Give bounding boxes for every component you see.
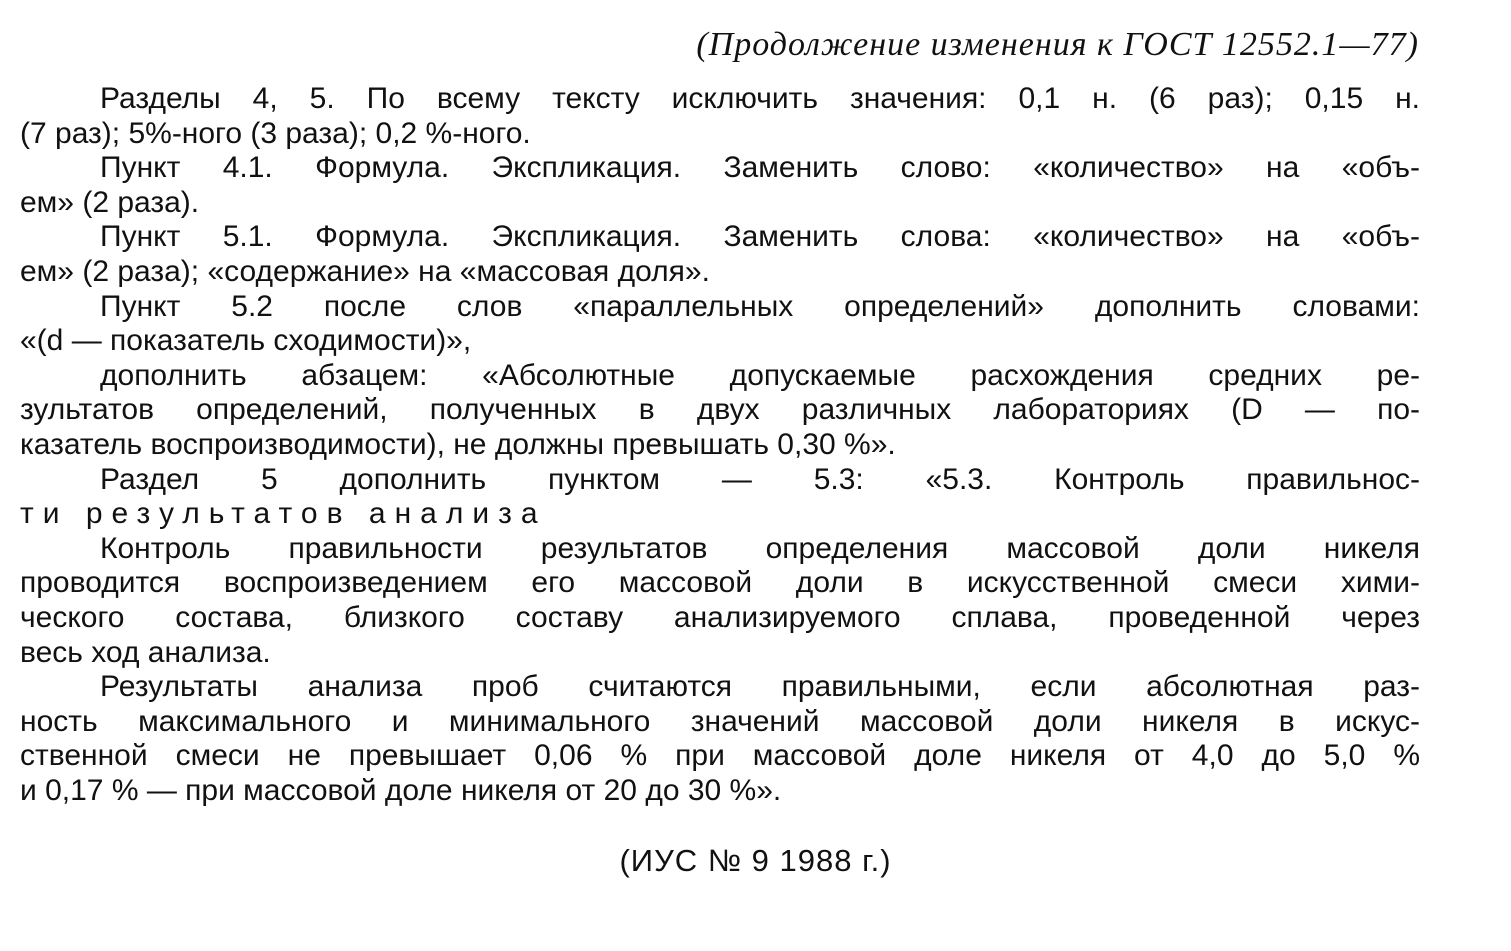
paragraph-3-line-2: ем» (2 раза); «содержание» на «массовая доля».: [20, 254, 710, 288]
paragraph-5-line-2: зультатов определений, полученных в двух различных лабораториях (D — по-: [20, 393, 1420, 427]
paragraph-7-line-1: Контроль правильности результатов определения массовой доли никеля: [100, 531, 1420, 565]
paragraph-7-line-4: весь ход анализа.: [20, 635, 271, 669]
paragraph-8-line-1: Результаты анализа проб считаются правильными, если абсолютная раз-: [100, 670, 1420, 704]
paragraph-6-line-1: Раздел 5 дополнить пунктом — 5.3: «5.3. Контроль правильнос-: [100, 462, 1420, 496]
paragraph-8-line-4: и 0,17 % — при массовой доле никеля от 20 до 30 %».: [20, 773, 782, 807]
paragraph-3-line-1: Пункт 5.1. Формула. Экспликация. Заменить слова: «количество» на «объ-: [100, 220, 1420, 254]
paragraph-7-line-2: проводится воспроизведением его массовой доли в искусственной смеси хими-: [20, 566, 1420, 600]
paragraph-2-line-2: ем» (2 раза).: [20, 185, 200, 219]
paragraph-1-line-1: Разделы 4, 5. По всему тексту исключить значения: 0,1 н. (6 раз); 0,15 н.: [100, 82, 1420, 115]
source-reference: (ИУС № 9 1988 г.): [619, 843, 892, 878]
paragraph-4-line-1: Пункт 5.2 после слов «параллельных определений» дополнить словами:: [100, 289, 1420, 323]
continuation-header: (Продолжение изменения к ГОСТ 12552.1—77): [696, 26, 1419, 63]
paragraph-6-line-2: ти результатов анализа: [20, 497, 547, 531]
paragraph-4-line-2: «(d — показатель сходимости)»,: [20, 324, 472, 358]
paragraph-8-line-2: ность максимального и минимального значений массовой доли никеля в искус-: [20, 704, 1420, 738]
paragraph-5-line-1: дополнить абзацем: «Абсолютные допускаемые расхождения средних ре-: [100, 358, 1420, 392]
paragraph-2-line-1: Пункт 4.1. Формула. Экспликация. Заменить слово: «количество» на «объ-: [100, 151, 1420, 185]
paragraph-1-line-2: (7 раз); 5%-ного (3 раза); 0,2 %-ного.: [20, 116, 531, 150]
paragraph-7-line-3: ческого состава, близкого составу анализируемого сплава, проведенной через: [20, 600, 1420, 634]
paragraph-5-line-3: казатель воспроизводимости), не должны превышать 0,30 %».: [20, 427, 896, 461]
amendment-body: [20, 82, 1420, 808]
paragraph-8-line-3: ственной смеси не превышает 0,06 % при массовой доле никеля от 4,0 до 5,0 %: [20, 739, 1420, 773]
